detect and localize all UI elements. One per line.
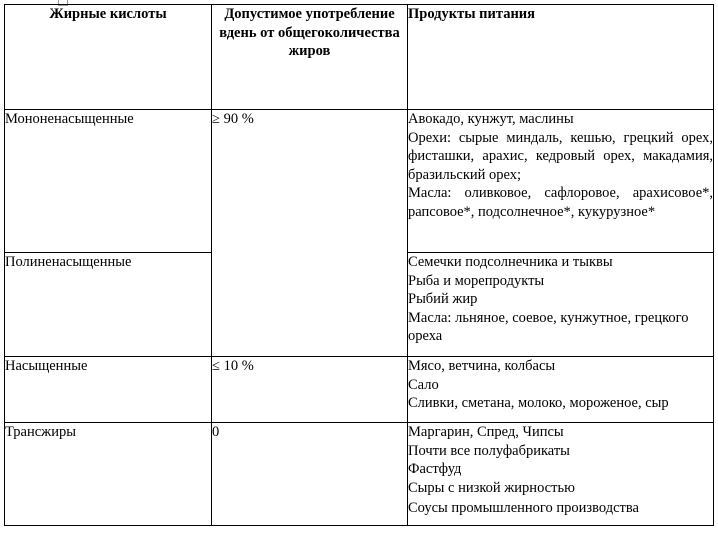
allowance-cell: ≤ 10 %: [212, 357, 408, 423]
product-line: Почти все полуфабрикаты: [408, 442, 570, 459]
products-cell: [408, 423, 714, 526]
products-cell: [408, 357, 714, 423]
header-fatty-acids: Жирные кислоты: [5, 5, 212, 110]
header-food-products: Продукты питания: [408, 5, 714, 110]
products-cell: [408, 110, 714, 253]
product-line: Масла: льняное, соевое, кунжутное, грецкого ореха: [408, 309, 689, 344]
product-line: Масла: оливковое, сафлоровое, арахисовое*, рапсовое*, подсолнечное*, кукурузное*: [408, 185, 713, 220]
product-line: Рыбий жир: [408, 291, 478, 307]
fatty-acids-table: [4, 4, 714, 526]
product-line: Орехи: сырые миндаль, кешью, грецкий орех, фисташки, арахис, кедровый орех, макадамия, бразильский орех;: [408, 129, 713, 183]
product-line: Сыры с низкой жирностью: [408, 479, 575, 496]
table-header-row: [5, 5, 714, 110]
product-line: Сливки, сметана, молоко, мороженое, сыр: [408, 395, 669, 411]
table-row: [5, 110, 714, 253]
product-line: Соусы промышленного производства: [408, 500, 639, 516]
fat-type-cell: Насыщенные: [5, 357, 212, 423]
products-cell: [408, 253, 714, 357]
allowance-cell: 0: [212, 423, 408, 526]
product-line: Семечки подсолнечника и тыквы: [408, 254, 613, 270]
table-row: [5, 357, 714, 423]
fat-type-cell: Мононенасыщенные: [5, 110, 212, 253]
fat-type-cell: Трансжиры: [5, 423, 212, 526]
table-row: [5, 423, 714, 526]
product-line: Рыба и морепродукты: [408, 272, 545, 289]
header-allowance: Допустимое употребление вдень от общегоколичества жиров: [212, 5, 408, 110]
allowance-cell: ≥ 90 %: [212, 110, 408, 357]
product-line: Сало: [408, 376, 439, 393]
product-line: Авокадо, кунжут, маслины: [408, 111, 574, 127]
product-line: Маргарин, Спред, Чипсы: [408, 424, 564, 440]
fat-type-cell: Полиненасыщенные: [5, 253, 212, 357]
product-line: Мясо, ветчина, колбасы: [408, 358, 556, 374]
product-line: Фастфуд: [408, 461, 462, 477]
